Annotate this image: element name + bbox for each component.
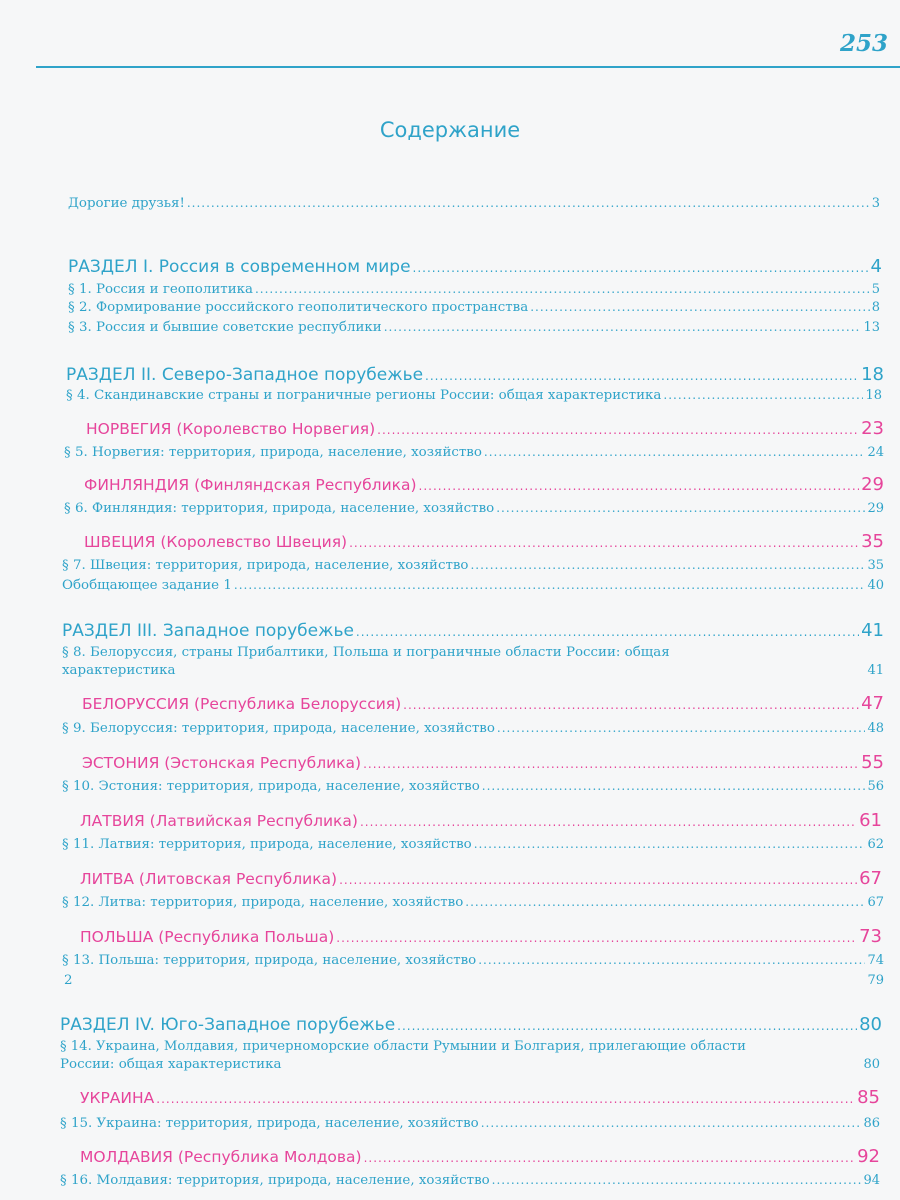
toc-entry-label: § 4. Скандинавские страны и пограничные регионы России: общая характеристика (66, 388, 662, 403)
toc-entry-page: 85 (857, 1087, 880, 1108)
dot-leader (481, 1116, 862, 1130)
toc-entry-page: 92 (857, 1146, 880, 1167)
toc-country-sweden[interactable] (84, 531, 884, 552)
dot-leader (419, 479, 860, 493)
toc-entry-page: 29 (867, 501, 884, 516)
toc-entry-label: МОЛДАВИЯ (Республика Молдова) (80, 1148, 362, 1166)
toc-entry-p9[interactable] (62, 721, 884, 736)
toc-entry-page: 67 (859, 868, 882, 889)
toc-entry-label: § 6. Финляндия: территория, природа, население, хозяйство (64, 501, 495, 516)
page-title: Содержание (379, 118, 521, 142)
toc-entry-label: Дорогие друзья! (68, 196, 185, 211)
toc-entry-label: 2 (64, 973, 73, 988)
toc-entry-page: 80 (859, 1014, 882, 1035)
toc-entry-page: 79 (867, 973, 884, 988)
toc-entry-page: 73 (859, 926, 882, 947)
toc-entry-p13[interactable] (62, 953, 884, 968)
toc-entry-intro[interactable] (68, 196, 880, 211)
toc-section-3[interactable] (62, 620, 884, 641)
toc-country-poland[interactable] (80, 926, 882, 947)
toc-entry-p3[interactable] (68, 320, 880, 335)
toc-entry-label: ЛИТВА (Литовская Республика) (80, 870, 338, 888)
toc-entry-label: РАЗДЕЛ IV. Юго-Западное порубежье (60, 1015, 396, 1035)
top-rule (36, 66, 900, 68)
dot-leader (497, 721, 866, 735)
dot-leader (156, 1092, 855, 1106)
toc-entry-label: НОРВЕГИЯ (Королевство Норвегия) (86, 420, 376, 438)
toc-entry-label: ПОЛЬША (Республика Польша) (80, 928, 335, 946)
toc-country-ukraine[interactable] (80, 1087, 880, 1108)
toc-entry-label: § 15. Украина: территория, природа, население, хозяйство (60, 1116, 479, 1131)
toc-entry-label: § 11. Латвия: территория, природа, население, хозяйство (62, 837, 472, 852)
toc-entry-task-2[interactable] (64, 973, 884, 988)
toc-country-latvia[interactable] (80, 810, 882, 831)
dot-leader (425, 369, 859, 383)
toc-entry-label: УКРАИНА (80, 1089, 155, 1107)
toc-entry-label: ЭСТОНИЯ (Эстонская Республика) (82, 754, 362, 772)
toc-entry-label: России: общая характеристика (60, 1057, 282, 1072)
toc-entry-page: 35 (861, 531, 884, 552)
toc-entry-p8-line1: § 8. Белоруссия, страны Прибалтики, Польша и пограничные области России: общая (62, 645, 670, 660)
toc-entry-label: ЛАТВИЯ (Латвийская Республика) (80, 812, 358, 830)
toc-section-4[interactable] (60, 1014, 882, 1035)
toc-entry-page: 35 (867, 558, 884, 573)
toc-entry-label: § 7. Швеция: территория, природа, население, хозяйство (62, 558, 469, 573)
dot-leader (474, 837, 866, 851)
toc-entry-p14-line1: § 14. Украина, Молдавия, причерноморские области Румынии и Болгария, прилегающие области (60, 1039, 746, 1054)
dot-leader (336, 931, 857, 945)
toc-country-lithuania[interactable] (80, 868, 882, 889)
toc-entry-p7[interactable] (62, 558, 884, 573)
toc-entry-page: 56 (867, 779, 884, 794)
toc-entry-task-1[interactable] (62, 578, 884, 593)
toc-entry-page: 29 (861, 474, 884, 495)
toc-section-1[interactable] (68, 256, 882, 277)
toc-entry-page: 5 (871, 282, 880, 297)
toc-entry-page: 80 (863, 1057, 880, 1072)
dot-leader (478, 953, 865, 967)
dot-leader (360, 815, 857, 829)
toc-entry-label: § 12. Литва: территория, природа, население, хозяйство (62, 895, 464, 910)
toc-entry-p12[interactable] (62, 895, 884, 910)
dot-leader (465, 895, 865, 909)
toc-entry-p10[interactable] (62, 779, 884, 794)
toc-entry-label: § 2. Формирование российского геополитического пространства (68, 300, 529, 315)
toc-entry-p16[interactable] (60, 1173, 880, 1188)
dot-leader (663, 388, 863, 402)
toc-entry-page: 8 (871, 300, 880, 315)
toc-entry-page: 86 (863, 1116, 880, 1131)
toc-entry-page: 47 (861, 693, 884, 714)
toc-entry-label: РАЗДЕЛ II. Северо-Западное порубежье (66, 365, 424, 385)
toc-entry-label: § 1. Россия и геополитика (68, 282, 253, 297)
toc-entry-p2[interactable] (68, 300, 880, 315)
toc-entry-page: 3 (871, 196, 880, 211)
toc-entry-page: 41 (861, 620, 884, 641)
toc-entry-label: РАЗДЕЛ I. Россия в современном мире (68, 257, 411, 277)
toc-entry-p1[interactable] (68, 282, 880, 297)
toc-entry-page: 94 (863, 1173, 880, 1188)
toc-entry-page: 41 (867, 663, 884, 678)
dot-leader (482, 779, 866, 793)
toc-entry-label: Обобщающее задание 1 (62, 578, 232, 593)
dot-leader (339, 873, 857, 887)
toc-entry-p15[interactable] (60, 1116, 880, 1131)
toc-entry-page: 40 (867, 578, 884, 593)
dot-leader (187, 196, 870, 210)
dot-leader (496, 501, 865, 515)
dot-leader (349, 536, 859, 550)
dot-leader (363, 757, 859, 771)
toc-entry-label: § 13. Польша: территория, природа, население, хозяйство (62, 953, 477, 968)
dot-leader (413, 261, 869, 275)
toc-entry-label: § 9. Белоруссия: территория, природа, население, хозяйство (62, 721, 495, 736)
toc-country-moldova[interactable] (80, 1146, 880, 1167)
toc-entry-page: 67 (867, 895, 884, 910)
dot-leader (364, 1151, 855, 1165)
toc-entry-page: 62 (867, 837, 884, 852)
toc-entry-page: 24 (867, 445, 884, 460)
dot-leader (492, 1173, 862, 1187)
dot-leader (530, 300, 870, 314)
toc-entry-label: РАЗДЕЛ III. Западное порубежье (62, 621, 354, 641)
dot-leader (403, 698, 859, 712)
toc-entry-label: § 10. Эстония: территория, природа, население, хозяйство (62, 779, 480, 794)
toc-entry-label: § 5. Норвегия: территория, природа, население, хозяйство (64, 445, 482, 460)
toc-entry-page: 48 (867, 721, 884, 736)
dot-leader (397, 1019, 857, 1033)
toc-entry-p4[interactable] (66, 388, 882, 403)
toc-entry-page: 74 (867, 953, 884, 968)
toc-entry-label: характеристика (62, 663, 176, 678)
toc-entry-page: 4 (870, 256, 882, 277)
toc-country-belarus[interactable] (82, 693, 884, 714)
dot-leader (484, 445, 866, 459)
toc-entry-label: § 16. Молдавия: территория, природа, население, хозяйство (60, 1173, 490, 1188)
dot-leader (470, 558, 865, 572)
toc-entry-page: 18 (865, 388, 882, 403)
toc-entry-label: ШВЕЦИЯ (Королевство Швеция) (84, 533, 348, 551)
toc-section-2[interactable] (66, 364, 884, 385)
page-number: 253 (839, 30, 888, 57)
dot-leader (356, 625, 859, 639)
toc-entry-page: 18 (861, 364, 884, 385)
toc-entry-page: 55 (861, 752, 884, 773)
toc-entry-label: БЕЛОРУССИЯ (Республика Белоруссия) (82, 695, 402, 713)
toc-entry-p11[interactable] (62, 837, 884, 852)
toc-country-estonia[interactable] (82, 752, 884, 773)
toc-entry-p14[interactable] (60, 1057, 880, 1072)
dot-leader (377, 423, 859, 437)
toc-entry-page: 13 (863, 320, 880, 335)
toc-entry-label: § 3. Россия и бывшие советские республики (68, 320, 382, 335)
dot-leader (384, 320, 862, 334)
toc-country-norway[interactable] (86, 418, 884, 439)
toc-country-finland[interactable] (84, 474, 884, 495)
toc-entry-p8[interactable] (62, 663, 884, 678)
toc-entry-p5[interactable] (64, 445, 884, 460)
toc-entry-page: 23 (861, 418, 884, 439)
dot-leader (255, 282, 870, 296)
toc-entry-page: 61 (859, 810, 882, 831)
toc-entry-p6[interactable] (64, 501, 884, 516)
toc-entry-label: ФИНЛЯНДИЯ (Финляндская Республика) (84, 476, 417, 494)
dot-leader (234, 578, 866, 592)
